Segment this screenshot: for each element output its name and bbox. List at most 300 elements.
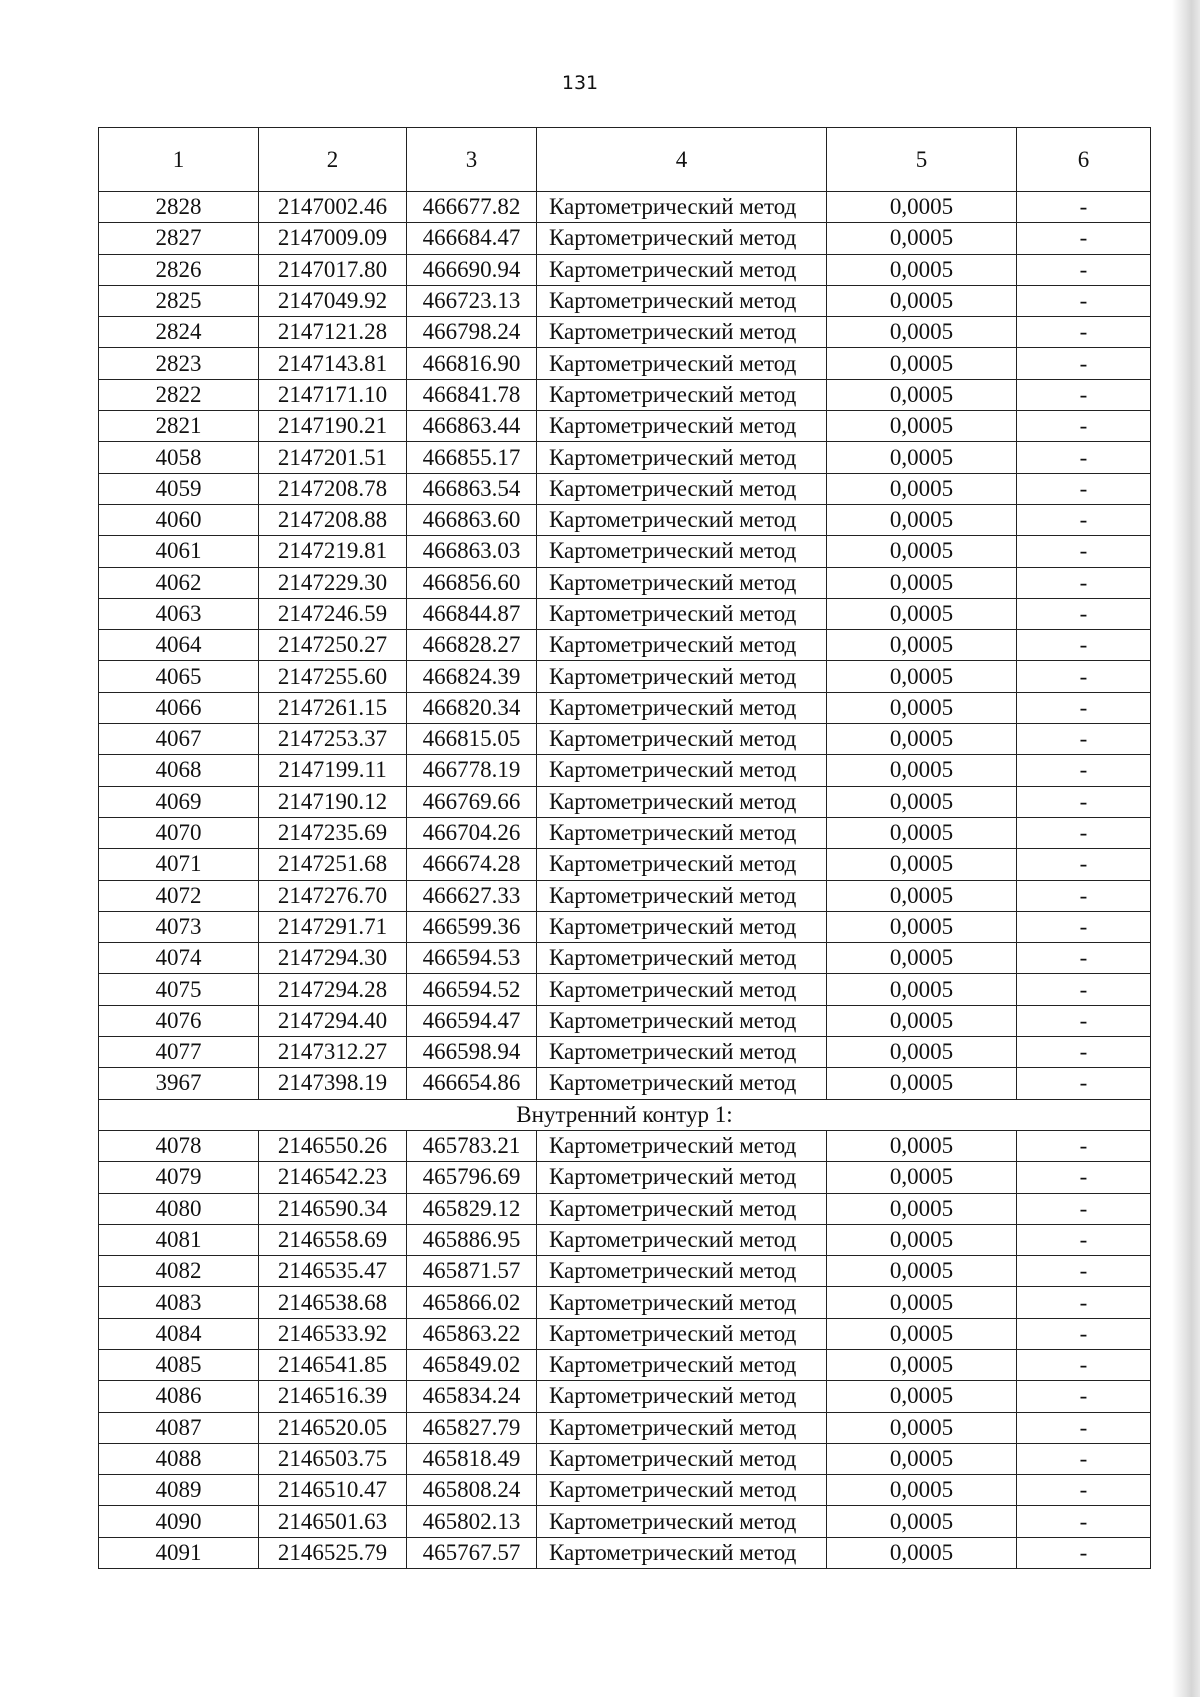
note-cell: - — [1017, 755, 1151, 786]
note-cell: - — [1017, 630, 1151, 661]
y-coordinate-cell: 466769.66 — [407, 786, 537, 817]
method-cell: Картометрический метод — [537, 473, 827, 504]
table-row — [99, 724, 1151, 755]
note-cell: - — [1017, 849, 1151, 880]
method-cell: Картометрический метод — [537, 1381, 827, 1412]
table-row — [99, 974, 1151, 1005]
note-cell: - — [1017, 442, 1151, 473]
y-coordinate-cell: 466654.86 — [407, 1068, 537, 1099]
y-coordinate-cell: 465783.21 — [407, 1130, 537, 1161]
point-number-cell: 4069 — [99, 786, 259, 817]
coordinates-table — [98, 127, 1151, 1569]
table-row — [99, 1068, 1151, 1099]
x-coordinate-cell: 2147235.69 — [259, 817, 407, 848]
accuracy-cell: 0,0005 — [827, 1475, 1017, 1506]
method-cell: Картометрический метод — [537, 567, 827, 598]
table-row — [99, 1381, 1151, 1412]
method-cell: Картометрический метод — [537, 1256, 827, 1287]
accuracy-cell: 0,0005 — [827, 786, 1017, 817]
note-cell: - — [1017, 1443, 1151, 1474]
note-cell: - — [1017, 317, 1151, 348]
table-body — [99, 192, 1151, 1569]
y-coordinate-cell: 465767.57 — [407, 1537, 537, 1568]
y-coordinate-cell: 466704.26 — [407, 817, 537, 848]
y-coordinate-cell: 466778.19 — [407, 755, 537, 786]
table-row — [99, 943, 1151, 974]
y-coordinate-cell: 465834.24 — [407, 1381, 537, 1412]
accuracy-cell: 0,0005 — [827, 348, 1017, 379]
method-cell: Картометрический метод — [537, 442, 827, 473]
note-cell: - — [1017, 724, 1151, 755]
table-row — [99, 1506, 1151, 1537]
accuracy-cell: 0,0005 — [827, 1412, 1017, 1443]
accuracy-cell: 0,0005 — [827, 379, 1017, 410]
table-row — [99, 755, 1151, 786]
table-row — [99, 254, 1151, 285]
accuracy-cell: 0,0005 — [827, 849, 1017, 880]
table-row — [99, 598, 1151, 629]
method-cell: Картометрический метод — [537, 1318, 827, 1349]
x-coordinate-cell: 2147049.92 — [259, 285, 407, 316]
x-coordinate-cell: 2147276.70 — [259, 880, 407, 911]
accuracy-cell: 0,0005 — [827, 192, 1017, 223]
scan-edge-shadow — [1172, 0, 1200, 1697]
note-cell: - — [1017, 880, 1151, 911]
note-cell: - — [1017, 192, 1151, 223]
note-cell: - — [1017, 1318, 1151, 1349]
y-coordinate-cell: 466855.17 — [407, 442, 537, 473]
method-cell: Картометрический метод — [537, 1130, 827, 1161]
accuracy-cell: 0,0005 — [827, 1443, 1017, 1474]
point-number-cell: 4061 — [99, 536, 259, 567]
accuracy-cell: 0,0005 — [827, 598, 1017, 629]
page-number: 131 — [561, 72, 599, 94]
point-number-cell: 4065 — [99, 661, 259, 692]
y-coordinate-cell: 465849.02 — [407, 1349, 537, 1380]
x-coordinate-cell: 2147312.27 — [259, 1037, 407, 1068]
note-cell: - — [1017, 1005, 1151, 1036]
accuracy-cell: 0,0005 — [827, 1506, 1017, 1537]
method-cell: Картометрический метод — [537, 379, 827, 410]
x-coordinate-cell: 2147190.12 — [259, 786, 407, 817]
table-row — [99, 786, 1151, 817]
table-row — [99, 1224, 1151, 1255]
note-cell: - — [1017, 567, 1151, 598]
point-number-cell: 4085 — [99, 1349, 259, 1380]
accuracy-cell: 0,0005 — [827, 223, 1017, 254]
y-coordinate-cell: 466594.47 — [407, 1005, 537, 1036]
x-coordinate-cell: 2146533.92 — [259, 1318, 407, 1349]
header-cell-2: 2 — [259, 128, 407, 192]
table-row — [99, 1349, 1151, 1380]
table-row — [99, 1256, 1151, 1287]
accuracy-cell: 0,0005 — [827, 817, 1017, 848]
y-coordinate-cell: 465829.12 — [407, 1193, 537, 1224]
method-cell: Картометрический метод — [537, 974, 827, 1005]
point-number-cell: 4072 — [99, 880, 259, 911]
note-cell: - — [1017, 254, 1151, 285]
x-coordinate-cell: 2147201.51 — [259, 442, 407, 473]
table-row — [99, 192, 1151, 223]
accuracy-cell: 0,0005 — [827, 1162, 1017, 1193]
accuracy-cell: 0,0005 — [827, 943, 1017, 974]
accuracy-cell: 0,0005 — [827, 1381, 1017, 1412]
y-coordinate-cell: 466841.78 — [407, 379, 537, 410]
table-row — [99, 692, 1151, 723]
note-cell: - — [1017, 411, 1151, 442]
accuracy-cell: 0,0005 — [827, 411, 1017, 442]
x-coordinate-cell: 2147253.37 — [259, 724, 407, 755]
accuracy-cell: 0,0005 — [827, 1037, 1017, 1068]
x-coordinate-cell: 2146558.69 — [259, 1224, 407, 1255]
note-cell: - — [1017, 1130, 1151, 1161]
note-cell: - — [1017, 1537, 1151, 1568]
point-number-cell: 4073 — [99, 911, 259, 942]
x-coordinate-cell: 2147171.10 — [259, 379, 407, 410]
table-row — [99, 567, 1151, 598]
table-row — [99, 442, 1151, 473]
y-coordinate-cell: 466844.87 — [407, 598, 537, 629]
y-coordinate-cell: 466594.52 — [407, 974, 537, 1005]
point-number-cell: 4091 — [99, 1537, 259, 1568]
x-coordinate-cell: 2146541.85 — [259, 1349, 407, 1380]
point-number-cell: 4075 — [99, 974, 259, 1005]
method-cell: Картометрический метод — [537, 755, 827, 786]
method-cell: Картометрический метод — [537, 1506, 827, 1537]
x-coordinate-cell: 2147190.21 — [259, 411, 407, 442]
x-coordinate-cell: 2147009.09 — [259, 223, 407, 254]
method-cell: Картометрический метод — [537, 1162, 827, 1193]
x-coordinate-cell: 2147002.46 — [259, 192, 407, 223]
accuracy-cell: 0,0005 — [827, 1287, 1017, 1318]
point-number-cell: 4060 — [99, 504, 259, 535]
method-cell: Картометрический метод — [537, 348, 827, 379]
accuracy-cell: 0,0005 — [827, 1537, 1017, 1568]
method-cell: Картометрический метод — [537, 1475, 827, 1506]
table-row — [99, 1318, 1151, 1349]
note-cell: - — [1017, 974, 1151, 1005]
point-number-cell: 4066 — [99, 692, 259, 723]
y-coordinate-cell: 465818.49 — [407, 1443, 537, 1474]
y-coordinate-cell: 466627.33 — [407, 880, 537, 911]
table-row — [99, 411, 1151, 442]
method-cell: Картометрический метод — [537, 223, 827, 254]
point-number-cell: 4063 — [99, 598, 259, 629]
note-cell: - — [1017, 504, 1151, 535]
x-coordinate-cell: 2146520.05 — [259, 1412, 407, 1443]
table-row — [99, 1037, 1151, 1068]
y-coordinate-cell: 466816.90 — [407, 348, 537, 379]
method-cell: Картометрический метод — [537, 724, 827, 755]
accuracy-cell: 0,0005 — [827, 1130, 1017, 1161]
method-cell: Картометрический метод — [537, 1443, 827, 1474]
method-cell: Картометрический метод — [537, 285, 827, 316]
table-row — [99, 880, 1151, 911]
method-cell: Картометрический метод — [537, 849, 827, 880]
table-row — [99, 1475, 1151, 1506]
note-cell: - — [1017, 598, 1151, 629]
x-coordinate-cell: 2147261.15 — [259, 692, 407, 723]
accuracy-cell: 0,0005 — [827, 661, 1017, 692]
y-coordinate-cell: 466863.54 — [407, 473, 537, 504]
method-cell: Картометрический метод — [537, 630, 827, 661]
point-number-cell: 4068 — [99, 755, 259, 786]
table-row — [99, 1193, 1151, 1224]
table-row — [99, 1130, 1151, 1161]
method-cell: Картометрический метод — [537, 1005, 827, 1036]
note-cell: - — [1017, 223, 1151, 254]
y-coordinate-cell: 466594.53 — [407, 943, 537, 974]
x-coordinate-cell: 2147229.30 — [259, 567, 407, 598]
point-number-cell: 4079 — [99, 1162, 259, 1193]
method-cell: Картометрический метод — [537, 254, 827, 285]
accuracy-cell: 0,0005 — [827, 692, 1017, 723]
table-row — [99, 379, 1151, 410]
y-coordinate-cell: 466856.60 — [407, 567, 537, 598]
y-coordinate-cell: 466723.13 — [407, 285, 537, 316]
note-cell: - — [1017, 1381, 1151, 1412]
y-coordinate-cell: 465827.79 — [407, 1412, 537, 1443]
y-coordinate-cell: 466863.44 — [407, 411, 537, 442]
accuracy-cell: 0,0005 — [827, 442, 1017, 473]
y-coordinate-cell: 466684.47 — [407, 223, 537, 254]
point-number-cell: 2821 — [99, 411, 259, 442]
point-number-cell: 4080 — [99, 1193, 259, 1224]
note-cell: - — [1017, 911, 1151, 942]
note-cell: - — [1017, 1037, 1151, 1068]
x-coordinate-cell: 2147017.80 — [259, 254, 407, 285]
accuracy-cell: 0,0005 — [827, 536, 1017, 567]
note-cell: - — [1017, 348, 1151, 379]
y-coordinate-cell: 465796.69 — [407, 1162, 537, 1193]
header-cell-6: 6 — [1017, 128, 1151, 192]
point-number-cell: 2824 — [99, 317, 259, 348]
table-row — [99, 817, 1151, 848]
section-row — [99, 1099, 1151, 1130]
method-cell: Картометрический метод — [537, 1537, 827, 1568]
accuracy-cell: 0,0005 — [827, 567, 1017, 598]
x-coordinate-cell: 2146516.39 — [259, 1381, 407, 1412]
point-number-cell: 4087 — [99, 1412, 259, 1443]
point-number-cell: 4067 — [99, 724, 259, 755]
point-number-cell: 4059 — [99, 473, 259, 504]
point-number-cell: 4077 — [99, 1037, 259, 1068]
y-coordinate-cell: 466599.36 — [407, 911, 537, 942]
accuracy-cell: 0,0005 — [827, 1068, 1017, 1099]
y-coordinate-cell: 466820.34 — [407, 692, 537, 723]
accuracy-cell: 0,0005 — [827, 880, 1017, 911]
x-coordinate-cell: 2146542.23 — [259, 1162, 407, 1193]
accuracy-cell: 0,0005 — [827, 1005, 1017, 1036]
method-cell: Картометрический метод — [537, 317, 827, 348]
accuracy-cell: 0,0005 — [827, 285, 1017, 316]
method-cell: Картометрический метод — [537, 598, 827, 629]
note-cell: - — [1017, 473, 1151, 504]
note-cell: - — [1017, 1287, 1151, 1318]
y-coordinate-cell: 465863.22 — [407, 1318, 537, 1349]
method-cell: Картометрический метод — [537, 1349, 827, 1380]
y-coordinate-cell: 466815.05 — [407, 724, 537, 755]
y-coordinate-cell: 465871.57 — [407, 1256, 537, 1287]
point-number-cell: 4070 — [99, 817, 259, 848]
x-coordinate-cell: 2147250.27 — [259, 630, 407, 661]
point-number-cell: 4088 — [99, 1443, 259, 1474]
table-row — [99, 348, 1151, 379]
x-coordinate-cell: 2146501.63 — [259, 1506, 407, 1537]
y-coordinate-cell: 466690.94 — [407, 254, 537, 285]
table-row — [99, 1443, 1151, 1474]
x-coordinate-cell: 2147251.68 — [259, 849, 407, 880]
x-coordinate-cell: 2147208.88 — [259, 504, 407, 535]
table-row — [99, 1537, 1151, 1568]
y-coordinate-cell: 466798.24 — [407, 317, 537, 348]
method-cell: Картометрический метод — [537, 1037, 827, 1068]
method-cell: Картометрический метод — [537, 911, 827, 942]
point-number-cell: 2825 — [99, 285, 259, 316]
accuracy-cell: 0,0005 — [827, 630, 1017, 661]
note-cell: - — [1017, 1506, 1151, 1537]
accuracy-cell: 0,0005 — [827, 911, 1017, 942]
table-row — [99, 473, 1151, 504]
x-coordinate-cell: 2146550.26 — [259, 1130, 407, 1161]
x-coordinate-cell: 2147294.30 — [259, 943, 407, 974]
method-cell: Картометрический метод — [537, 692, 827, 723]
point-number-cell: 4058 — [99, 442, 259, 473]
point-number-cell: 4081 — [99, 1224, 259, 1255]
point-number-cell: 2828 — [99, 192, 259, 223]
y-coordinate-cell: 466828.27 — [407, 630, 537, 661]
table-row — [99, 661, 1151, 692]
note-cell: - — [1017, 817, 1151, 848]
point-number-cell: 2823 — [99, 348, 259, 379]
point-number-cell: 4062 — [99, 567, 259, 598]
point-number-cell: 4082 — [99, 1256, 259, 1287]
y-coordinate-cell: 466598.94 — [407, 1037, 537, 1068]
y-coordinate-cell: 465886.95 — [407, 1224, 537, 1255]
y-coordinate-cell: 466863.60 — [407, 504, 537, 535]
method-cell: Картометрический метод — [537, 1193, 827, 1224]
x-coordinate-cell: 2147246.59 — [259, 598, 407, 629]
point-number-cell: 4089 — [99, 1475, 259, 1506]
header-cell-3: 3 — [407, 128, 537, 192]
header-row — [99, 128, 1151, 192]
note-cell: - — [1017, 786, 1151, 817]
note-cell: - — [1017, 536, 1151, 567]
note-cell: - — [1017, 943, 1151, 974]
point-number-cell: 4071 — [99, 849, 259, 880]
accuracy-cell: 0,0005 — [827, 1318, 1017, 1349]
x-coordinate-cell: 2147199.11 — [259, 755, 407, 786]
x-coordinate-cell: 2146525.79 — [259, 1537, 407, 1568]
method-cell: Картометрический метод — [537, 1068, 827, 1099]
table-row — [99, 1287, 1151, 1318]
note-cell: - — [1017, 1256, 1151, 1287]
x-coordinate-cell: 2146503.75 — [259, 1443, 407, 1474]
table-row — [99, 1412, 1151, 1443]
point-number-cell: 4086 — [99, 1381, 259, 1412]
accuracy-cell: 0,0005 — [827, 317, 1017, 348]
method-cell: Картометрический метод — [537, 1412, 827, 1443]
point-number-cell: 4078 — [99, 1130, 259, 1161]
accuracy-cell: 0,0005 — [827, 254, 1017, 285]
x-coordinate-cell: 2147121.28 — [259, 317, 407, 348]
point-number-cell: 4074 — [99, 943, 259, 974]
x-coordinate-cell: 2147143.81 — [259, 348, 407, 379]
note-cell: - — [1017, 1162, 1151, 1193]
table-row — [99, 849, 1151, 880]
table-row — [99, 285, 1151, 316]
method-cell: Картометрический метод — [537, 411, 827, 442]
x-coordinate-cell: 2147398.19 — [259, 1068, 407, 1099]
y-coordinate-cell: 466863.03 — [407, 536, 537, 567]
method-cell: Картометрический метод — [537, 536, 827, 567]
accuracy-cell: 0,0005 — [827, 473, 1017, 504]
table-row — [99, 504, 1151, 535]
accuracy-cell: 0,0005 — [827, 1256, 1017, 1287]
header-cell-1: 1 — [99, 128, 259, 192]
accuracy-cell: 0,0005 — [827, 504, 1017, 535]
table-header — [99, 128, 1151, 192]
x-coordinate-cell: 2147255.60 — [259, 661, 407, 692]
point-number-cell: 2826 — [99, 254, 259, 285]
x-coordinate-cell: 2146535.47 — [259, 1256, 407, 1287]
accuracy-cell: 0,0005 — [827, 1349, 1017, 1380]
note-cell: - — [1017, 379, 1151, 410]
y-coordinate-cell: 465866.02 — [407, 1287, 537, 1318]
note-cell: - — [1017, 692, 1151, 723]
note-cell: - — [1017, 1193, 1151, 1224]
y-coordinate-cell: 466677.82 — [407, 192, 537, 223]
method-cell: Картометрический метод — [537, 1287, 827, 1318]
point-number-cell: 4064 — [99, 630, 259, 661]
y-coordinate-cell: 466674.28 — [407, 849, 537, 880]
y-coordinate-cell: 466824.39 — [407, 661, 537, 692]
method-cell: Картометрический метод — [537, 786, 827, 817]
x-coordinate-cell: 2147294.28 — [259, 974, 407, 1005]
table-row — [99, 223, 1151, 254]
x-coordinate-cell: 2146538.68 — [259, 1287, 407, 1318]
x-coordinate-cell: 2147208.78 — [259, 473, 407, 504]
point-number-cell: 2827 — [99, 223, 259, 254]
table-row — [99, 317, 1151, 348]
accuracy-cell: 0,0005 — [827, 974, 1017, 1005]
point-number-cell: 2822 — [99, 379, 259, 410]
point-number-cell: 4083 — [99, 1287, 259, 1318]
header-cell-4: 4 — [537, 128, 827, 192]
y-coordinate-cell: 465802.13 — [407, 1506, 537, 1537]
accuracy-cell: 0,0005 — [827, 1224, 1017, 1255]
note-cell: - — [1017, 1412, 1151, 1443]
table-row — [99, 911, 1151, 942]
x-coordinate-cell: 2147291.71 — [259, 911, 407, 942]
method-cell: Картометрический метод — [537, 504, 827, 535]
note-cell: - — [1017, 1224, 1151, 1255]
note-cell: - — [1017, 1349, 1151, 1380]
accuracy-cell: 0,0005 — [827, 1193, 1017, 1224]
point-number-cell: 4084 — [99, 1318, 259, 1349]
table-row — [99, 536, 1151, 567]
note-cell: - — [1017, 1475, 1151, 1506]
method-cell: Картометрический метод — [537, 817, 827, 848]
table-row — [99, 1162, 1151, 1193]
section-label: Внутренний контур 1: — [99, 1099, 1151, 1130]
accuracy-cell: 0,0005 — [827, 724, 1017, 755]
table-row — [99, 630, 1151, 661]
method-cell: Картометрический метод — [537, 1224, 827, 1255]
note-cell: - — [1017, 1068, 1151, 1099]
y-coordinate-cell: 465808.24 — [407, 1475, 537, 1506]
method-cell: Картометрический метод — [537, 192, 827, 223]
